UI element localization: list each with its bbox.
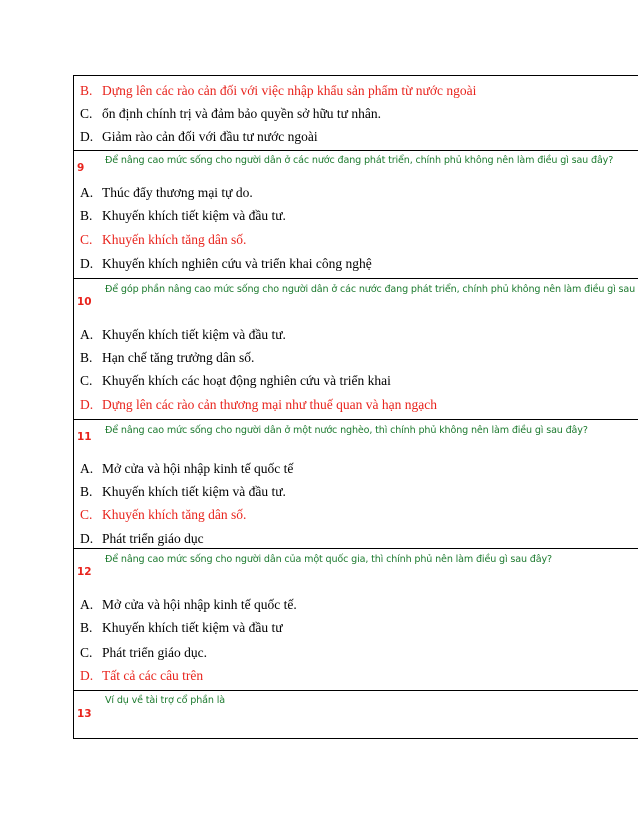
answer-option: [80, 83, 476, 99]
option-letter: B.: [80, 350, 93, 365]
option-letter: C.: [80, 507, 93, 522]
option-text: Dựng lên các rào cản đối với việc nhập khẩu sản phẩm từ nước ngoài: [102, 83, 477, 98]
option-text: Khuyến khích tiết kiệm và đầu tư.: [102, 208, 286, 223]
option-text: Khuyến khích tăng dân số.: [102, 232, 247, 247]
answer-option: [80, 668, 203, 684]
question-divider: [73, 548, 638, 549]
option-text: Mở cửa và hội nhập kinh tế quốc tế: [102, 461, 294, 476]
option-letter: C.: [80, 373, 93, 388]
option-text: Khuyến khích tăng dân số.: [102, 507, 247, 522]
option-letter: C.: [80, 645, 93, 660]
answer-option: [80, 185, 253, 201]
option-letter: B.: [80, 83, 93, 98]
option-letter: A.: [80, 327, 94, 342]
option-text: ổn định chính trị và đảm bảo quyền sở hữu tư nhân.: [102, 106, 381, 121]
answer-option: [80, 208, 286, 224]
question-text: Để góp phần nâng cao mức sống cho người dân ở các nước đang phát triển, chính phủ không nên làm điều gì sau: [105, 284, 636, 295]
answer-option: [80, 507, 246, 523]
option-text: Phát triển giáo dục: [102, 531, 204, 546]
answer-option: [80, 129, 318, 145]
option-text: Dựng lên các rào cản thương mại như thuế quan và hạn ngạch: [102, 397, 437, 412]
option-letter: D.: [80, 397, 94, 412]
question-text: Ví dụ về tài trợ cổ phần là: [105, 695, 225, 706]
option-letter: D.: [80, 256, 94, 271]
answer-option: [80, 620, 283, 636]
question-divider: [73, 278, 638, 279]
question-number: 12: [77, 566, 92, 578]
answer-option: [80, 531, 204, 547]
option-letter: C.: [80, 106, 93, 121]
answer-option: [80, 397, 437, 413]
option-text: Khuyến khích tiết kiệm và đầu tư: [102, 620, 283, 635]
answer-option: [80, 350, 254, 366]
question-number: 10: [77, 296, 92, 308]
question-text: Để nâng cao mức sống cho người dân của một quốc gia, thì chính phủ nên làm điều gì sau đây?: [105, 554, 552, 565]
answer-option: [80, 645, 207, 661]
answer-option: [80, 484, 286, 500]
question-number: 11: [77, 431, 92, 443]
option-letter: C.: [80, 232, 93, 247]
answer-option: [80, 327, 286, 343]
answer-option: [80, 461, 293, 477]
question-divider: [73, 150, 638, 151]
option-letter: D.: [80, 668, 94, 683]
answer-option: [80, 232, 246, 248]
option-letter: B.: [80, 484, 93, 499]
answer-option: [80, 256, 372, 272]
question-number: 13: [77, 708, 92, 720]
option-text: Hạn chế tăng trưởng dân số.: [102, 350, 255, 365]
option-text: Giảm rào cản đối với đầu tư nước ngoài: [102, 129, 318, 144]
question-divider: [73, 690, 638, 691]
option-text: Mở cửa và hội nhập kinh tế quốc tế.: [102, 597, 297, 612]
question-text: Để nâng cao mức sống cho người dân ở các nước đang phát triển, chính phủ không nên làm điều gì sau đây?: [105, 155, 614, 166]
option-text: Khuyến khích tiết kiệm và đầu tư.: [102, 327, 286, 342]
option-text: Khuyến khích tiết kiệm và đầu tư.: [102, 484, 286, 499]
option-text: Phát triển giáo dục.: [102, 645, 207, 660]
question-number: 9: [77, 162, 85, 174]
option-letter: D.: [80, 531, 94, 546]
question-text: Để nâng cao mức sống cho người dân ở một nước nghèo, thì chính phủ không nên làm điều gì sau đây?: [105, 425, 588, 436]
option-text: Khuyến khích các hoạt động nghiên cứu và triển khai: [102, 373, 391, 388]
answer-option: [80, 373, 391, 389]
option-letter: D.: [80, 129, 94, 144]
option-letter: A.: [80, 597, 94, 612]
option-letter: A.: [80, 185, 94, 200]
option-letter: A.: [80, 461, 94, 476]
option-text: Tất cả các câu trên: [102, 668, 204, 683]
option-letter: B.: [80, 208, 93, 223]
option-letter: B.: [80, 620, 93, 635]
option-text: Thúc đẩy thương mại tự do.: [102, 185, 253, 200]
answer-option: [80, 106, 381, 122]
option-text: Khuyến khích nghiên cứu và triển khai công nghệ: [102, 256, 372, 271]
question-divider: [73, 419, 638, 420]
answer-option: [80, 597, 297, 613]
